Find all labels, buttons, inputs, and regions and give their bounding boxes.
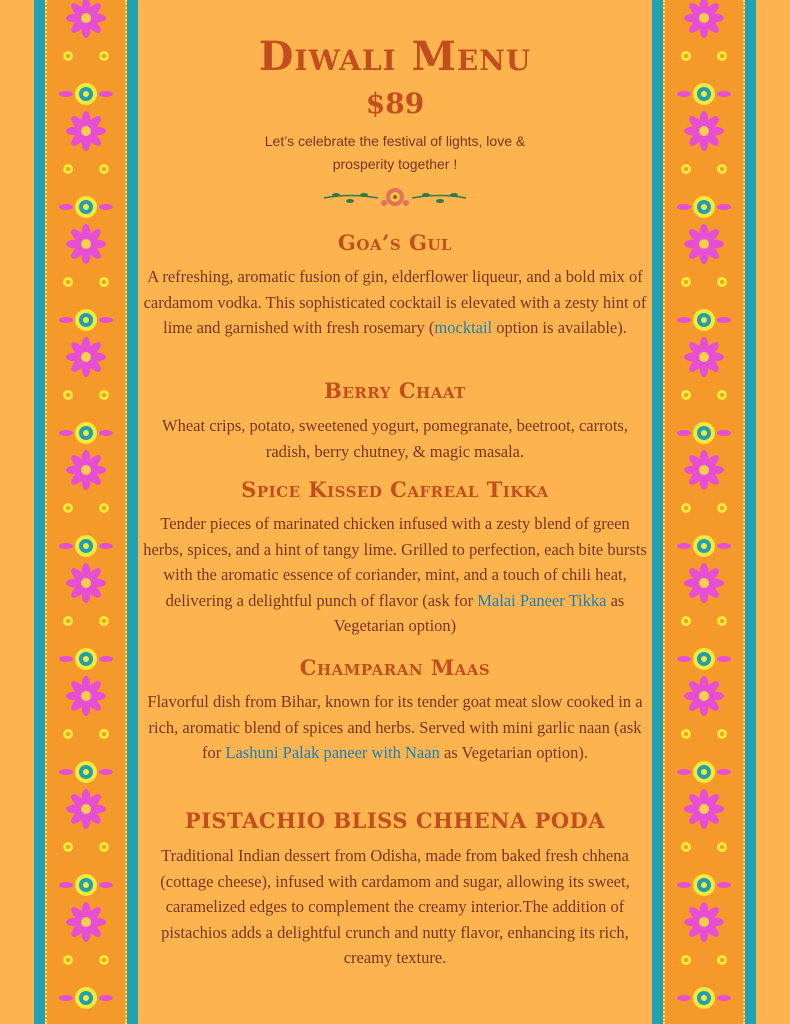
- menu-item-description: Flavorful dish from Bihar, known for its tender goat meat slow cooked in a rich, aromatic blend of spices and herbs. Served with mini garlic naan (ask for Lashuni Palak paneer with Naan as Vegetarian option).: [147, 692, 643, 762]
- left-flower-pattern: [34, 0, 138, 1024]
- menu-title: Diwali Menu: [258, 33, 532, 80]
- menu-item-link[interactable]: Lashuni Palak paneer with Naan: [225, 743, 440, 762]
- menu-item-description: Traditional Indian dessert from Odisha, made from baked fresh chhena (cottage cheese), infused with cardamom and sugar, allowing its sweet, caramelized edges to complement the creamy interior.The addition of pistachios adds a delightful crunch and nutty flavor, enhancing its rich, creamy texture.: [160, 846, 630, 967]
- menu-item-description: A refreshing, aromatic fusion of gin, elderflower liqueur, and a bold mix of cardamom vodka. This sophisticated cocktail is elevated with a zesty hint of lime and garnished with fresh rosemary (mocktail option is available).: [143, 267, 647, 337]
- left-floral-border: [34, 0, 138, 1024]
- menu-item-title: Berry Chaat: [324, 378, 466, 403]
- right-floral-border: [652, 0, 756, 1024]
- menu-item-description: Wheat crips, potato, sweetened yogurt, pomegranate, beetroot, carrots, radish, berry chutney, & magic masala.: [162, 416, 628, 461]
- menu-item-title: Champaran Maas: [299, 655, 491, 680]
- menu-item-title: Spice Kissed Cafreal Tikka: [241, 477, 549, 502]
- menu-item-description: Tender pieces of marinated chicken infused with a zesty blend of green herbs, spices, and a hint of tangy lime. Grilled to perfection, each bite bursts with the aromatic essence of coriander, mint, and a touch of chili heat, delivering a delightful punch of flavor (ask for Malai Paneer Tikka as Vegetarian option): [143, 514, 647, 635]
- floral-divider-icon: [320, 183, 470, 213]
- menu-item-link[interactable]: Malai Paneer Tikka: [477, 590, 607, 610]
- menu-tagline: Let’s celebrate the festival of lights, love & prosperity together !: [264, 133, 526, 172]
- menu-item-title: PISTACHIO BLISS CHHENA PODA: [184, 808, 606, 833]
- menu-item-title: Goa’s Gul: [337, 230, 453, 255]
- menu-price: $89: [365, 87, 425, 120]
- menu-item-link[interactable]: mocktail: [434, 318, 493, 337]
- right-flower-pattern: [652, 0, 756, 1024]
